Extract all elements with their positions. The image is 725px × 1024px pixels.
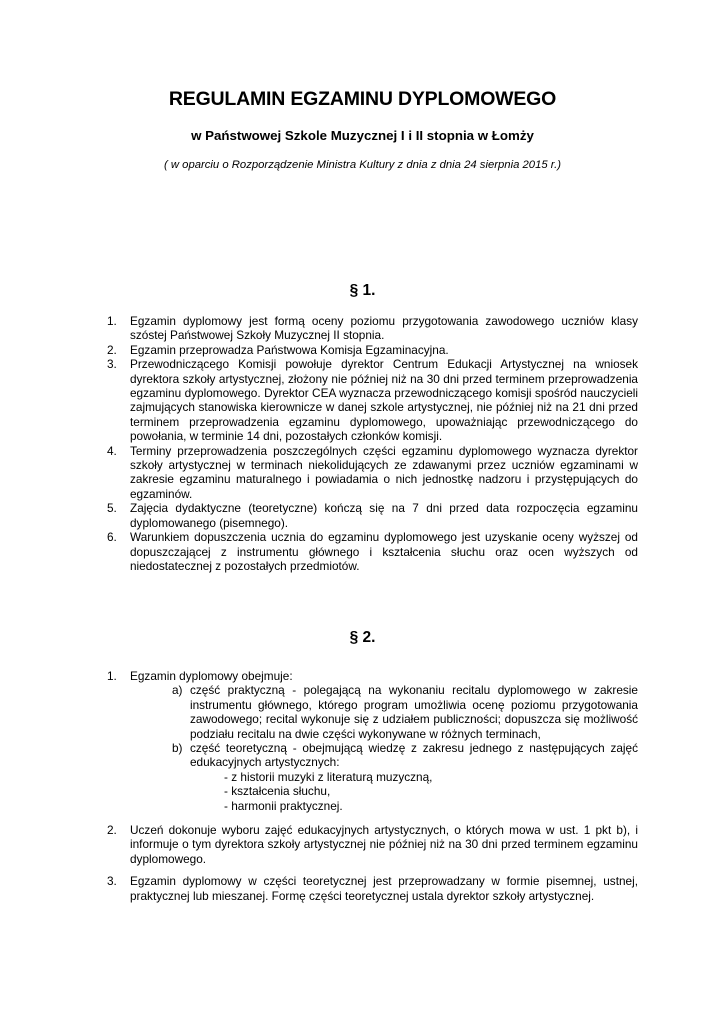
- list-item: [100, 343, 638, 357]
- document-title: REGULAMIN EGZAMINU DYPLOMOWEGO: [168, 88, 557, 110]
- item-text: Egzamin dyplomowy obejmuje:: [130, 669, 293, 683]
- item-text: Egzamin dyplomowy jest formą oceny poziomu przygotowania zawodowego uczniów klasy szóstej Państwowej Szkoły Muzycznej II stopnia.: [130, 314, 638, 343]
- section-1-heading: § 1.: [349, 282, 376, 299]
- legal-basis-note: ( w oparciu o Rozporządzenie Ministra Kultury z dnia z dnia 24 sierpnia 2015 r.): [163, 159, 562, 171]
- item-number: 3.: [107, 874, 117, 889]
- section-2-list: [100, 669, 638, 903]
- sub-item-a: [100, 683, 638, 741]
- item-text: Zajęcia dydaktyczne (teoretyczne) kończą się na 7 dni przed data rozpoczęcia egzaminu dyplomowanego (pisemnego).: [130, 501, 638, 530]
- sub-item-text: część teoretyczną - obejmującą wiedzę z zakresu jednego z następujących zajęć edukacyjnych artystycznych:: [190, 741, 638, 770]
- subject-option: - harmonii praktycznej.: [224, 798, 343, 813]
- list-item: [100, 874, 638, 903]
- section-1-list: [100, 314, 638, 573]
- item-number: 1.: [107, 314, 117, 328]
- sub-item-text: część praktyczną - polegającą na wykonaniu recitalu dyplomowego w zakresie instrumentu głównego, którego program umożliwia ocenę poziomu przygotowania zawodowego; recital wykonuje się z udziałem publiczności; dopuszcza się możliwość podziału recitalu na dwie części wykonywane w różnych terminach,: [190, 683, 638, 741]
- sub-item-letter: a): [172, 683, 183, 698]
- section-2-heading: § 2.: [349, 629, 376, 646]
- sub-item-b: [100, 741, 638, 770]
- item-text: Terminy przeprowadzenia poszczególnych części egzaminu dyplomowego wyznacza dyrektor szkoły artystycznej w terminach niekolidujących ze zdawanymi przez uczniów egzaminami w zakresie egzaminu maturalnego i powiadamia o nich jednostkę nadzoru i przystępujących do egzaminów.: [130, 443, 638, 501]
- item-number: 1.: [107, 669, 117, 683]
- item-number: 2.: [107, 823, 117, 838]
- item-number: 4.: [107, 443, 117, 458]
- item-number: 5.: [107, 501, 117, 516]
- item-text: Uczeń dokonuje wyboru zajęć edukacyjnych artystycznych, o których mowa w ust. 1 pkt b), i informuje o tym dyrektora szkoły artystycznej nie później niż na 30 dni przed terminem egzaminu dyplomowego.: [130, 823, 638, 866]
- document-subtitle: w Państwowej Szkole Muzycznej I i II stopnia w Łomży: [191, 128, 534, 143]
- list-item: [100, 501, 638, 530]
- item-text: Egzamin dyplomowy w części teoretycznej jest przeprowadzany w formie pisemnej, ustnej, praktycznej lub mieszanej. Formę części teoretycznej ustala dyrektor szkoły artystycznej.: [130, 874, 638, 903]
- item-text: Warunkiem dopuszczenia ucznia do egzaminu dyplomowego jest uzyskanie oceny wyższej od dopuszczającej z instrumentu głównego i kształcenia słuchu oraz ocen wyższych od niedostatecznej z pozostałych przedmiotów.: [130, 530, 638, 573]
- list-item: [100, 530, 638, 573]
- item-number: 2.: [107, 342, 117, 357]
- list-item: [100, 357, 638, 443]
- sub-item-letter: b): [172, 741, 183, 756]
- list-item: [100, 669, 638, 683]
- list-item: [100, 314, 638, 343]
- subject-option: - z historii muzyki z literaturą muzyczną,: [224, 769, 433, 784]
- item-number: 3.: [107, 357, 117, 372]
- item-text: Przewodniczącego Komisji powołuje dyrektor Centrum Edukacji Artystycznej na wniosek dyrektora szkoły artystycznej, złożony nie później niż na 30 dni przed terminem przeprowadzenia egzaminu dyplomowego. Dyrektor CEA wyznacza przewodniczącego komisji spośród nauczycieli zajmujących stanowiska kierownicze w danej szkole artystycznej, nie później niż na 21 dni przed terminem przeprowadzenia egzaminu dyplomowego, upoważniając przewodniczącego do powołania, w terminie 14 dni, pozostałych członków komisji.: [130, 357, 638, 444]
- subject-option: - kształcenia słuchu,: [224, 784, 331, 799]
- list-item: [100, 444, 638, 502]
- item-text: Egzamin przeprowadza Państwowa Komisja Egzaminacyjna.: [130, 342, 449, 357]
- item-number: 6.: [107, 530, 117, 545]
- list-item: [100, 823, 638, 866]
